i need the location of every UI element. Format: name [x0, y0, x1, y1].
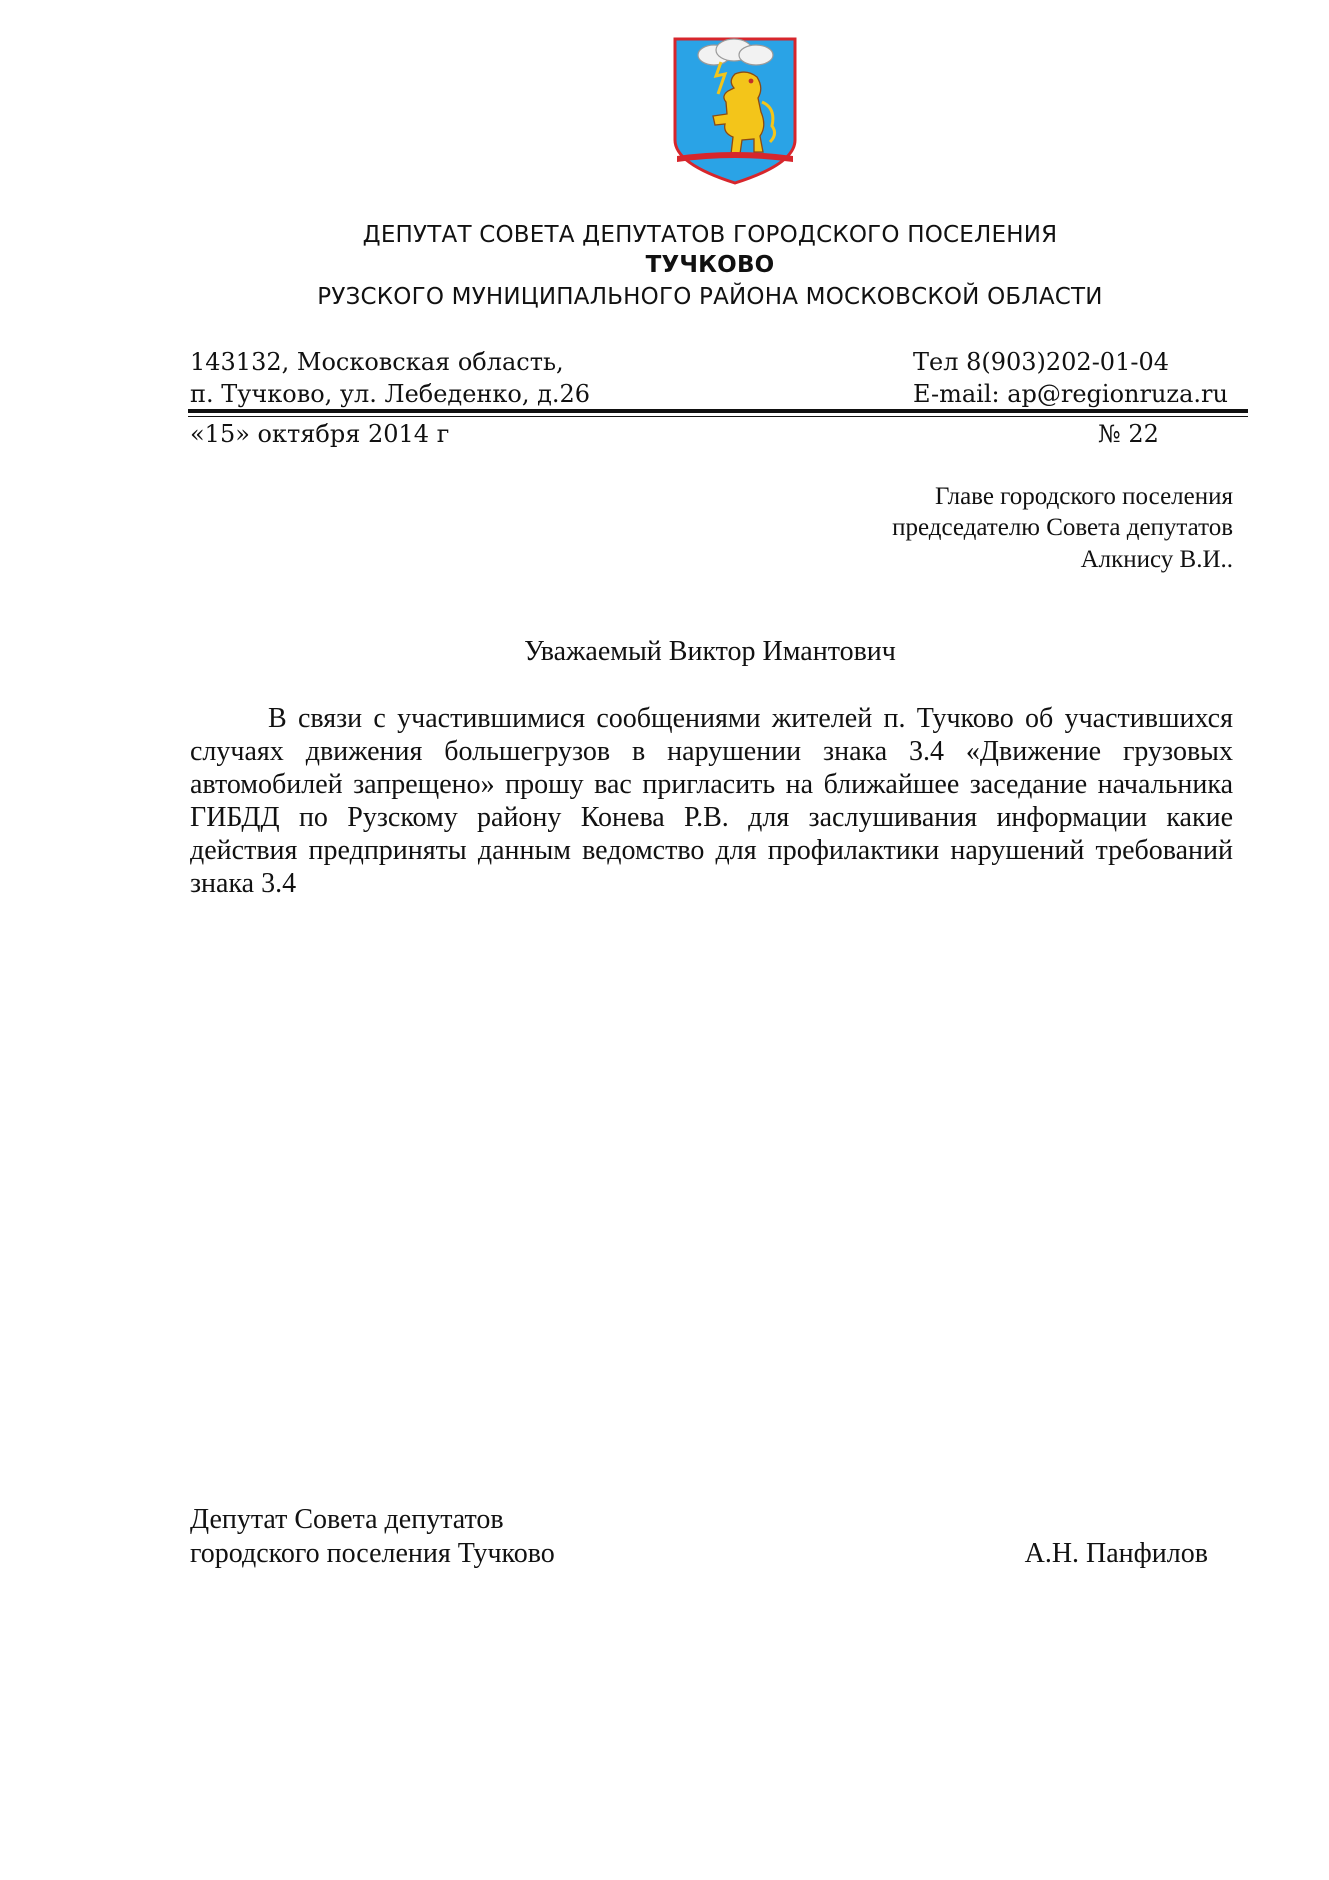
header-district: РУЗСКОГО МУНИЦИПАЛЬНОГО РАЙОНА МОСКОВСКОЙ ОБЛАСТИ: [317, 284, 1103, 310]
letter-date: «15» октября 2014 г: [190, 420, 450, 448]
phone-number: Тел 8(903)202-01-04: [913, 348, 1169, 376]
postal-address-line1: 143132, Московская область,: [190, 348, 564, 376]
signature-title-line1: Депутат Совета депутатов: [190, 1504, 504, 1535]
signature-name: А.Н. Панфилов: [1024, 1538, 1208, 1569]
header-town-name: ТУЧКОВО: [645, 252, 775, 278]
email-address: E-mail: ap@regionruza.ru: [913, 380, 1228, 408]
header-divider-thick: [188, 409, 1248, 413]
header-divider-thin: [188, 416, 1248, 417]
letter-number: № 22: [1098, 420, 1159, 448]
letter-body: В связи с участившимися сообщениями жителей п. Тучково об участившихся случаях движения большегрузов в нарушении знака 3.4 «Движение грузовых автомобилей запрещено» прошу вас пригласить на ближайшее заседание начальника ГИБДД по Рузскому району Конева Р.В. для заслушивания информации какие действия предприняты данным ведомство для профилактики нарушений требований знака 3.4: [190, 703, 1233, 899]
postal-address-line2: п. Тучково, ул. Лебеденко, д.26: [190, 380, 591, 408]
coat-of-arms-emblem: [672, 36, 798, 186]
header-line-deputy: ДЕПУТАТ СОВЕТА ДЕПУТАТОВ ГОРОДСКОГО ПОСЕЛЕНИЯ: [362, 222, 1058, 248]
addressee-line1: Главе городского поселения: [935, 483, 1233, 510]
signature-title-line2: городского поселения Тучково: [190, 1538, 555, 1569]
letter-greeting: Уважаемый Виктор Имантович: [524, 636, 896, 667]
addressee-line3: Алкнису В.И..: [1080, 546, 1233, 573]
addressee-line2: председателю Совета депутатов: [892, 514, 1233, 541]
